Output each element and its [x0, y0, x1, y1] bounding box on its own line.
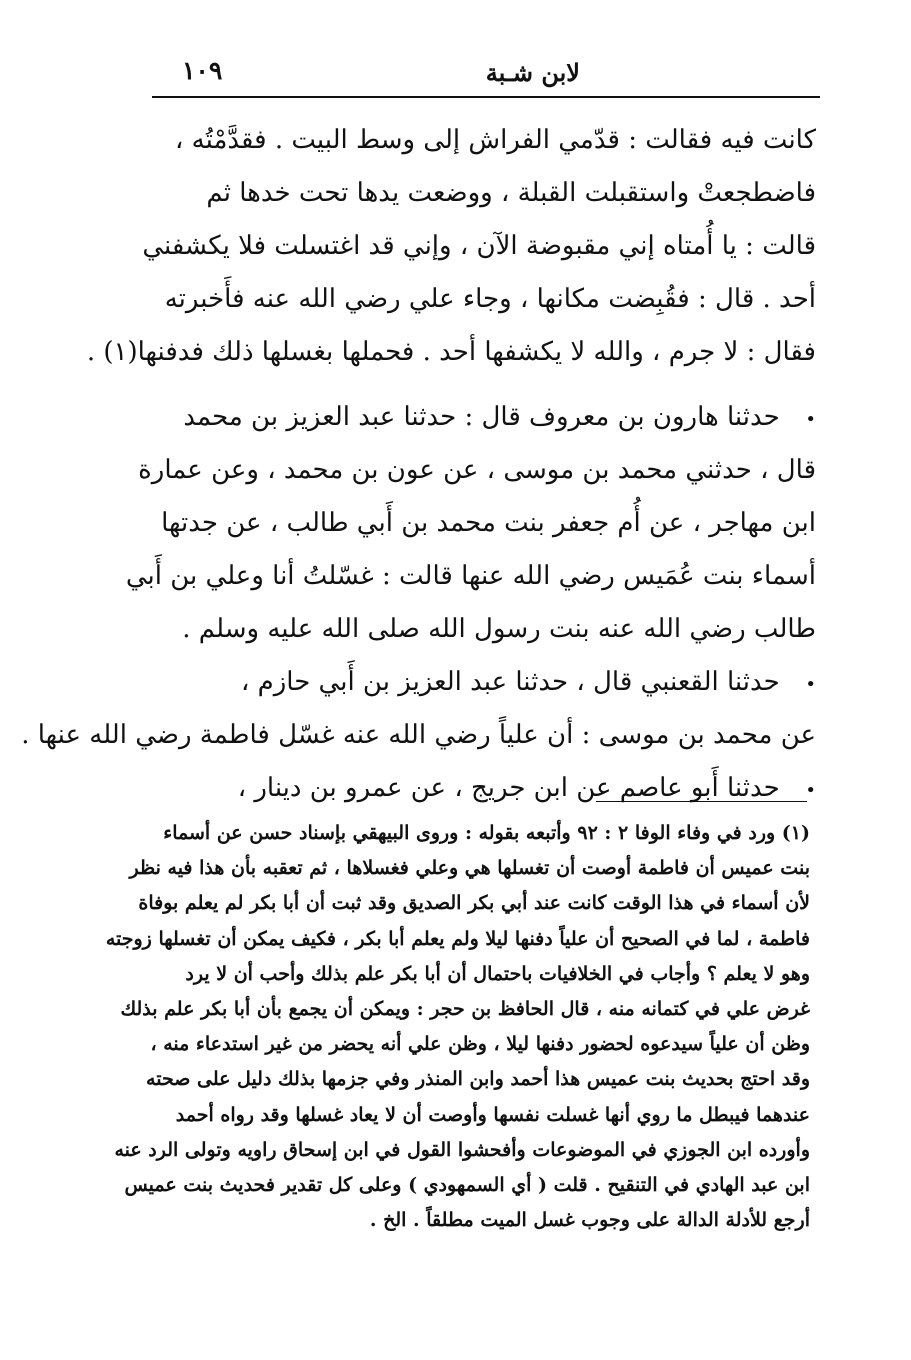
footnote-line: عندهما فيبطل ما روي أنها غسلت نفسها وأوصت أن لا يعاد غسلها وقد رواه أحمد	[175, 1103, 810, 1126]
text-line: فاضطجعتْ واستقبلت القبلة ، ووضعت يدها تحت خدها ثم	[206, 178, 816, 208]
text-line: قالت : يا أُمتاه إني مقبوضة الآن ، وإني قد اغتسلت فلا يكشفني	[142, 231, 816, 261]
footnote-rule	[596, 801, 807, 802]
text-line: فقال : لا جرم ، والله لا يكشفها أحد . فحملها بغسلها ذلك فدفنها(١) .	[86, 337, 816, 367]
footnote-line: وظن أن علياً سيدعوه لحضور دفنها ليلا ، وظن علي أنه يحضر من غير استدعاء منه ،	[150, 1033, 810, 1056]
footnote-line: لأن أسماء في هذا الوقت كانت عند أبي بكر الصديق وقد ثبت أن أبا بكر لم يعلم بوفاة	[138, 892, 810, 915]
text-line: حدثنا هارون بن معروف قال : حدثنا عبد العزيز بن محمد	[183, 402, 780, 432]
footnote-line: بنت عميس أن فاطمة أوصت أن تغسلها هي وعلي فغسلاها ، ثم تعقبه بأن هذا فيه نظر	[129, 857, 810, 880]
text-line: قال ، حدثني محمد بن موسى ، عن عون بن محمد ، وعن عمارة	[138, 455, 816, 485]
footnote	[105, 816, 810, 1238]
main-text	[21, 114, 816, 815]
running-title: لابن شـبة	[485, 58, 580, 87]
footnote-line: وهو لا يعلم ؟ وأجاب في الخلافيات باحتمال أن أبا بكر علم بذلك وأحب أن لا يرد	[185, 962, 810, 985]
hadith-line	[162, 656, 816, 709]
page-header	[152, 52, 820, 96]
text-line: حدثنا أَبو عاصم عن ابن جريج ، عن عمرو بن دينار ،	[237, 773, 780, 803]
text-line: أسماء بنت عُمَيس رضي الله عنها قالت : غسّلتُ أنا وعلي بن أَبي	[125, 561, 816, 591]
hadith-line	[162, 391, 816, 444]
footnote-line: فاطمة ، لما في الصحيح أن علياً دفنها ليلا ولم يعلم أبا بكر ، فكيف يمكن أن تغسلها زوجته	[105, 927, 810, 950]
footnote-line: وأورده ابن الجوزي في الموضوعات وأفحشوا القول في ابن إسحاق راويه وتولى الرد عنه	[114, 1138, 810, 1161]
bullet-icon: •	[805, 409, 816, 430]
hadith-line	[162, 762, 816, 815]
text-line: حدثنا القعنبي قال ، حدثنا عبد العزيز بن أَبي حازم ،	[240, 667, 780, 697]
text-line: ابن مهاجر ، عن أُم جعفر بنت محمد بن أَبي طالب ، عن جدتها	[161, 508, 816, 538]
footnote-line: (١) ورد في وفاء الوفا ٢ : ٩٢ وأتبعه بقوله : وروى البيهقي بإسناد حسن عن أسماء	[163, 822, 810, 844]
text-line: عن محمد بن موسى : أن علياً رضي الله عنه غسّل فاطمة رضي الله عنها .	[21, 720, 816, 750]
bullet-icon: •	[805, 780, 816, 801]
text-line: أحد . قال : فقُبِضت مكانها ، وجاء علي رضي الله عنه فأَخبرته	[164, 284, 816, 314]
header-rule	[152, 96, 820, 98]
text-line: طالب رضي الله عنه بنت رسول الله صلى الله عليه وسلم .	[182, 614, 816, 644]
footnote-line: وقد احتج بحديث بنت عميس هذا أحمد وابن المنذر وفي جزمها بذلك دليل على صحته	[146, 1068, 810, 1091]
page-number: ١٠٩	[182, 56, 223, 85]
footnote-line: غرض علي في كتمانه منه ، قال الحافظ بن حجر : ويمكن أن يجمع بأن أبا بكر علم بذلك	[120, 997, 810, 1020]
bullet-icon: •	[805, 674, 816, 695]
text-line: كانت فيه فقالت : قدّمي الفراش إلى وسط البيت . فقدَّمْتُه ،	[175, 125, 816, 155]
footnote-line: ابن عبد الهادي في التنقيح . قلت ( أي السمهودي ) وعلى كل تقدير فحديث بنت عميس	[124, 1173, 810, 1196]
footnote-line: أرجع للأدلة الدالة على وجوب غسل الميت مطلقاً . الخ .	[369, 1209, 810, 1232]
